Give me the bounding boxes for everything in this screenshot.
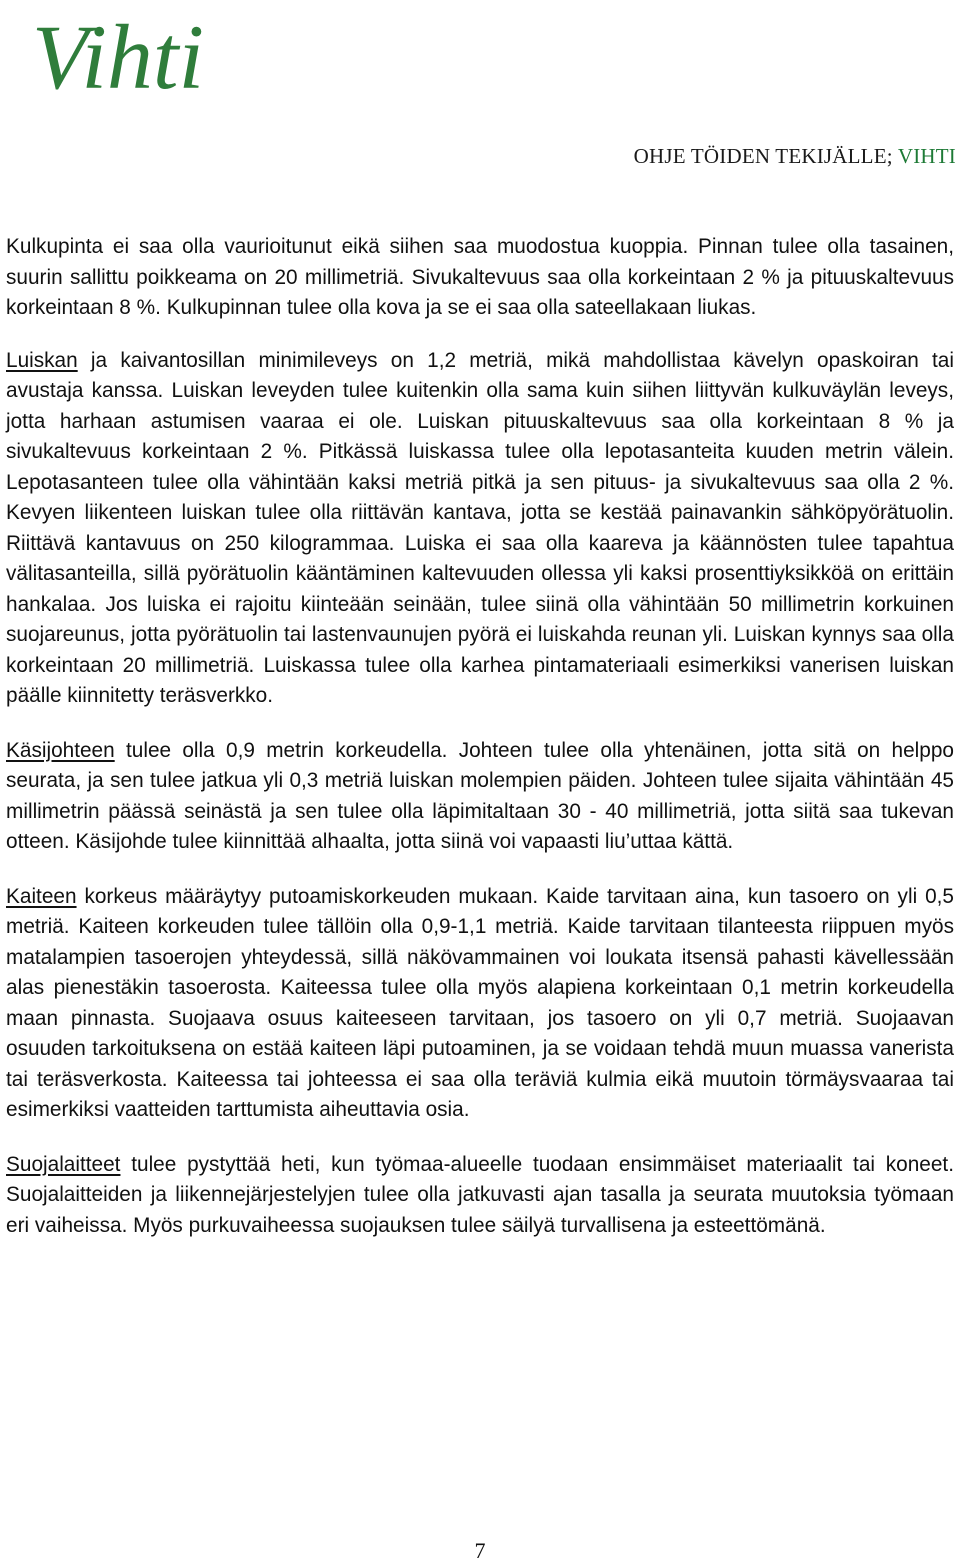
document-body — [6, 232, 954, 1241]
paragraph-railing — [6, 882, 954, 1126]
page-number: 7 — [474, 1538, 486, 1563]
logo-wordmark: Vihti — [32, 6, 203, 108]
header-title: OHJE TÖIDEN TEKIJÄLLE; — [633, 144, 898, 168]
vihti-logo-mark — [28, 6, 203, 118]
paragraph-handrail — [6, 736, 954, 858]
paragraph-ramp-text: ja kaivantosillan minimileveys on 1,2 metriä, mikä mahdollistaa kävelyn opaskoiran tai avustaja kanssa. Luiskan leveyden tulee kuitenkin olla sama kuin siihen liittyvän kulkuväylän leveys, jotta harhaan astumisen vaaraa ei ole. Luiskan pituuskaltevuus saa olla korkeintaan 8 % ja sivukaltevuus korkeintaan 2 %. Pitkässä luiskassa tulee olla lepotasanteita kuuden metrin välein. Lepotasanteen tulee olla vähintään kaksi metriä pitkä ja sen pituus- ja sivukaltevuus saa olla 2 %. Kevyen liikenteen luiskan tulee olla riittävän kantava, jotta se kestää painavankin sähköpyörätuolin. Riittävä kantavuus on 250 kilogrammaa. Luiska ei saa olla kaareva ja käännösten tulee tapahtua välitasanteilla, sillä pyörätuolin kääntäminen kaltevuuden ollessa yli kaksi prosenttiyksikköä on erittäin hankalaa. Jos luiska ei rajoitu kiinteään seinään, tulee siinä olla vähintään 50 millimetrin korkuinen suojareunus, jotta pyörätuolin tai lastenvaunujen pyörä ei luiskahda reunan yli. Luiskan kynnys saa olla korkeintaan 20 millimetriä. Luiskassa tulee olla karhea pintamateriaali esimerkiksi vanerisen luiskan päälle kiinnitetty teräsverkko. — [6, 348, 954, 707]
paragraph-walking-surface: Kulkupinta ei saa olla vaurioitunut eikä siihen saa muodostua kuoppia. Pinnan tulee olla tasainen, suurin sallittu poikkeama on 20 millimetriä. Sivukaltevuus saa olla korkeintaan 2 % ja pituuskaltevuus korkeintaan 8 %. Kulkupinnan tulee olla kova ja se ei saa olla sateellakaan liukas. — [6, 235, 954, 319]
paragraph-railing-text: korkeus määräytyy putoamiskorkeuden mukaan. Kaide tarvitaan aina, kun tasoero on yli 0,5 metriä. Kaiteen korkeuden tulee tällöin olla 0,9-1,1 metriä. Kaide tarvitaan tilanteesta riippuen myös matalampien tasoerojen yhteydessä, sillä näkövammainen voi loukata itsensä pahasti kävellessään alas pienestäkin tasoerosta. Kaiteessa tulee olla myös alapiena korkeintaan 0,1 metrin korkeudella maan pinnasta. Suojaava osuus kaiteeseen tarvitaan, jos tasoero on yli 0,7 metriä. Suojaavan osuuden tarkoituksena on estää kaiteen läpi putoaminen, ja se voidaan tehdä muun muassa vanerista tai teräsverkosta. Kaiteessa tai johteessa ei saa olla teräviä kulmia eikä muutoin törmäysvaaraa tai esimerkiksi vaatteiden tarttumista aiheuttavia osia. — [6, 884, 954, 1121]
paragraph-protective-devices — [6, 1150, 954, 1242]
paragraph-ramp — [6, 346, 954, 712]
term-railing: Kaiteen — [6, 884, 77, 908]
document-header — [634, 144, 956, 169]
term-protective-devices: Suojalaitteet — [6, 1152, 121, 1176]
term-ramp: Luiskan — [6, 348, 78, 372]
term-handrail: Käsijohteen — [6, 738, 115, 762]
paragraph-protective-devices-text: tulee pystyttää heti, kun työmaa-alueelle tuodaan ensimmäiset materiaalit tai koneet. Suojalaitteiden ja liikennejärjestelyjen tulee olla jatkuvasti ajan tasalla ja seurata muutoksia työmaan eri vaiheissa. Myös purkuvaiheessa suojauksen tulee säilyä turvallisena ja esteettömänä. — [6, 1152, 954, 1237]
vihti-logo — [28, 6, 203, 118]
paragraph-handrail-text: tulee olla 0,9 metrin korkeudella. Johteen tulee olla yhtenäinen, jotta sitä on helppo seurata, ja sen tulee jatkua yli 0,3 metriä luiskan molempien päiden. Johteen tulee sijaita vähintään 45 millimetrin päässä seinästä ja sen tulee olla läpimitaltaan 30 - 40 millimetriä, jotta siitä saa tukevan otteen. Käsijohde tulee kiinnittää alhaalta, jotta siinä voi vapaasti liu’uttaa kättä. — [6, 738, 954, 853]
header-title-accent: VIHTI — [897, 144, 956, 168]
